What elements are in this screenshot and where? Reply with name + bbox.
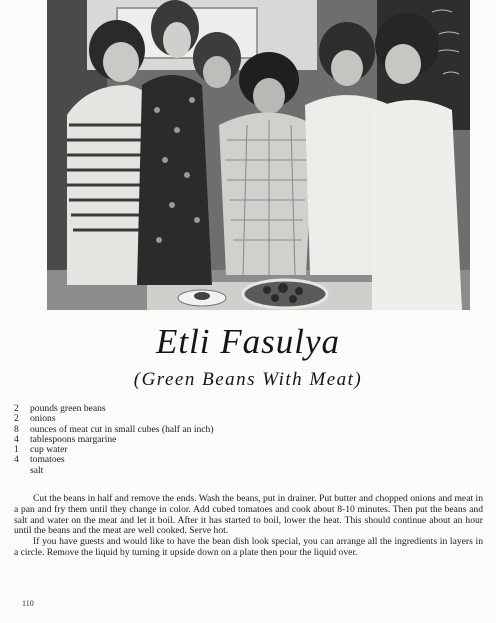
ingredient-name: tomatoes xyxy=(30,454,65,466)
page-number: 110 xyxy=(22,599,34,608)
recipe-instructions xyxy=(14,494,483,559)
instruction-paragraph: If you have guests and would like to have the bean dish look special, you can arrange all the ingredients in layers in a circle. Remove the liquid by turning it upside down on a plate then pour the liquid over. xyxy=(14,536,483,558)
ingredient-name: onions xyxy=(30,413,56,425)
ingredient-item xyxy=(14,404,454,414)
ingredient-name: tablespoons margarine xyxy=(30,433,117,445)
ingredient-item xyxy=(14,455,454,465)
ingredient-quantity: 2 xyxy=(14,413,19,425)
ingredient-item xyxy=(14,466,454,476)
ingredient-name: ounces of meat cut in small cubes (half an inch) xyxy=(30,423,214,435)
ingredient-name: cup water xyxy=(30,444,68,456)
ingredient-name: pounds green beans xyxy=(30,403,106,414)
ingredient-name: salt xyxy=(30,464,44,476)
ingredient-list xyxy=(14,404,454,476)
ingredient-quantity: 1 xyxy=(14,444,19,456)
ingredient-quantity: 2 xyxy=(14,403,19,414)
photo-students-cooking xyxy=(47,0,470,310)
ingredient-quantity: 4 xyxy=(14,433,19,445)
ingredient-quantity xyxy=(14,466,30,476)
ingredient-item xyxy=(14,435,454,445)
instruction-paragraph: Cut the beans in half and remove the ends. Wash the beans, put in drainer. Put butter and chopped onions and meat in a pan and fry them until they change in color. Add cubed tomatoes and cook about 8-10 minutes. Then put the beans and salt and water on the meat and let it boil. After it has started to boil, lower the heat. This should continue about an hour until the beans and the meat are well cooked. Serve hot. xyxy=(14,493,483,537)
ingredient-item xyxy=(14,445,454,455)
recipe-subtitle: (Green Beans With Meat) xyxy=(133,369,363,390)
recipe-title: Etli Fasulya xyxy=(155,322,341,361)
ingredient-quantity: 8 xyxy=(14,423,19,435)
ingredient-quantity: 4 xyxy=(14,454,19,466)
